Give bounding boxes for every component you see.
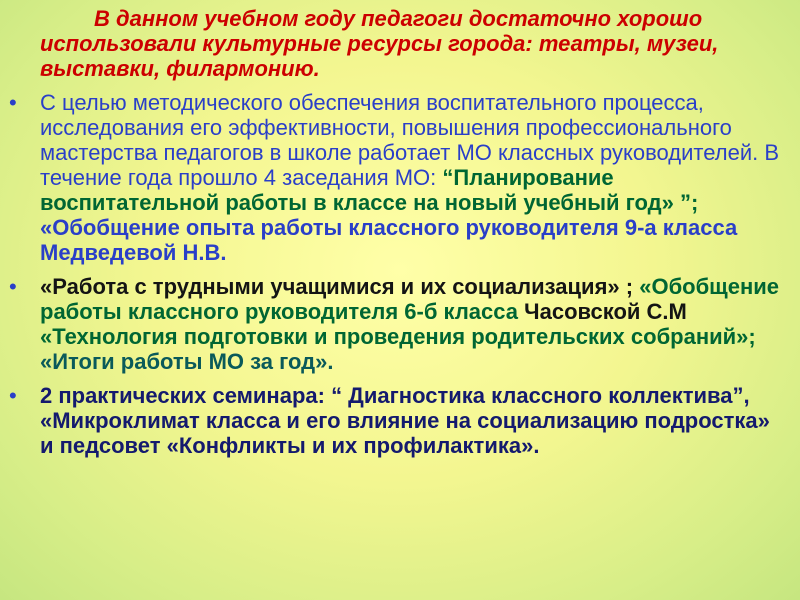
- bullet-dot-icon: •: [9, 90, 17, 115]
- bullet-item-topics: [0, 274, 800, 374]
- meeting-topic-parent-meetings: «Технология подготовки и проведения родительских собраний»;: [40, 324, 756, 349]
- meeting-topic-difficult-students: «Работа с трудными учащимися и их социализация» ;: [40, 274, 634, 299]
- bullet-list: [0, 90, 800, 458]
- intro-paragraph: В данном учебном году педагоги достаточно хорошо использовали культурные ресурсы города: театры, музеи, выставки, филармонию.: [40, 6, 719, 81]
- council-topic-conflicts: «Конфликты и их профилактика».: [166, 433, 540, 458]
- pedagogical-council-text: и педсовет: [40, 433, 161, 458]
- bullet-item-seminars: [0, 383, 800, 458]
- methodical-support-text: С целью методического обеспечения воспитательного процесса, исследования его эффективности, повышения профессионального мастерства педагогов в школе работает МО классных руководителей. В течение года прошло 4 заседания МО:: [40, 90, 780, 190]
- bullet-dot-icon: •: [9, 274, 17, 299]
- meeting-topic-experience: «Обобщение опыта работы классного руководителя 9-а класса Медведевой Н.В.: [40, 215, 738, 265]
- meeting-topic-results: «Итоги работы МО за год».: [40, 349, 334, 374]
- bullet-dot-icon: •: [9, 383, 17, 408]
- meeting-topic-planning: “Планирование воспитательной работы в классе на новый учебный год» ”;: [40, 165, 699, 215]
- bullet-item-meetings: [0, 90, 800, 265]
- seminars-text: 2 практических семинара: “ Диагностика классного коллектива”, «Микроклимат класса и его влияние на социализацию подростка»: [40, 383, 770, 433]
- meeting-topic-generalization: «Обобщение работы классного руководителя 6-б класса: [40, 274, 780, 324]
- teacher-name: Часовской С.М: [524, 299, 687, 324]
